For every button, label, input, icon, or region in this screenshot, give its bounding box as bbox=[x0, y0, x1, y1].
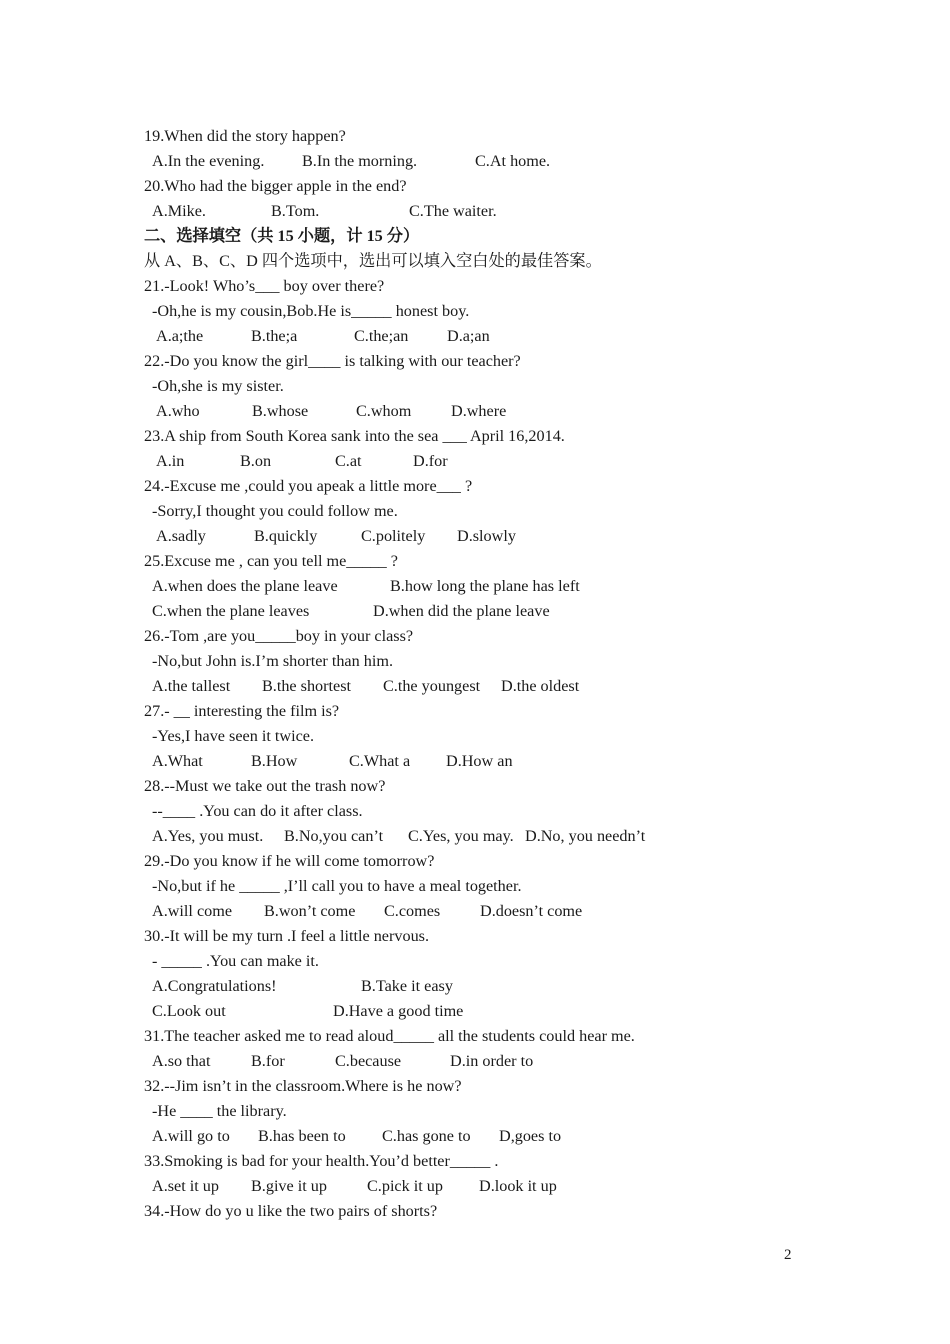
question-24: 24.-Excuse me ,could you apeak a little more___ ? bbox=[144, 477, 473, 495]
question-31: 31.The teacher asked me to read aloud_____ all the students could hear me. bbox=[144, 1027, 635, 1045]
option: D.where bbox=[451, 402, 507, 420]
option: A.who bbox=[156, 402, 200, 420]
question-20: 20.Who had the bigger apple in the end? bbox=[144, 177, 407, 195]
option: D.the oldest bbox=[501, 677, 580, 695]
option: A.In the evening. bbox=[152, 152, 265, 170]
question-28: 28.--Must we take out the trash now? bbox=[144, 777, 386, 795]
option: C.because bbox=[335, 1052, 402, 1070]
question-32: 32.--Jim isn’t in the classroom.Where is he now? bbox=[144, 1077, 462, 1095]
option: A.Congratulations! bbox=[152, 977, 277, 995]
option: D.look it up bbox=[479, 1177, 557, 1195]
option: D.Have a good time bbox=[333, 1002, 464, 1020]
option: C.when the plane leaves bbox=[152, 602, 310, 620]
option: A.will come bbox=[152, 902, 233, 920]
option: A.Yes, you must. bbox=[152, 827, 264, 845]
option: B.the;a bbox=[251, 327, 298, 345]
option: C.comes bbox=[384, 902, 441, 920]
question-24-reply: -Sorry,I thought you could follow me. bbox=[152, 502, 398, 520]
option: C.has gone to bbox=[382, 1127, 471, 1145]
option: B.on bbox=[240, 452, 272, 470]
option: C.At home. bbox=[475, 152, 551, 170]
option: A.in bbox=[156, 452, 185, 470]
question-29: 29.-Do you know if he will come tomorrow? bbox=[144, 852, 435, 870]
option: C.Yes, you may. bbox=[408, 827, 514, 845]
question-27-reply: -Yes,I have seen it twice. bbox=[152, 727, 314, 745]
option: A.will go to bbox=[152, 1127, 230, 1145]
option: C.politely bbox=[361, 527, 426, 545]
option: A.when does the plane leave bbox=[152, 577, 338, 595]
page-number: 2 bbox=[784, 1247, 792, 1263]
option: C.What a bbox=[349, 752, 411, 770]
option: C.whom bbox=[356, 402, 412, 420]
option: C.The waiter. bbox=[409, 202, 497, 220]
option: A.so that bbox=[152, 1052, 211, 1070]
option: C.the;an bbox=[354, 327, 409, 345]
question-21: 21.-Look! Who’s___ boy over there? bbox=[144, 277, 385, 295]
option: D.How an bbox=[446, 752, 513, 770]
question-28-reply: --____ .You can do it after class. bbox=[152, 802, 363, 820]
question-19: 19.When did the story happen? bbox=[144, 127, 346, 145]
question-32-reply: -He ____ the library. bbox=[152, 1102, 287, 1120]
section-instruction: 从 A、B、C、D 四个选项中，选出可以填入空白处的最佳答案。 bbox=[144, 252, 602, 270]
option: D.a;an bbox=[447, 327, 490, 345]
option: B.for bbox=[251, 1052, 285, 1070]
question-23: 23.A ship from South Korea sank into the sea ___ April 16,2014. bbox=[144, 427, 565, 445]
question-34: 34.-How do yo u like the two pairs of shorts? bbox=[144, 1202, 438, 1220]
option: D,goes to bbox=[499, 1127, 562, 1145]
question-22-reply: -Oh,she is my sister. bbox=[152, 377, 284, 395]
option: A.the tallest bbox=[152, 677, 231, 695]
question-29-reply: -No,but if he _____ ,I’ll call you to have a meal together. bbox=[152, 877, 522, 895]
option: D.doesn’t come bbox=[480, 902, 583, 920]
option: B.whose bbox=[252, 402, 309, 420]
question-26-reply: -No,but John is.I’m shorter than him. bbox=[152, 652, 393, 670]
option: B.No,you can’t bbox=[284, 827, 384, 845]
option: B.the shortest bbox=[262, 677, 352, 695]
option: B.In the morning. bbox=[302, 152, 418, 170]
question-21-reply: -Oh,he is my cousin,Bob.He is_____ honest boy. bbox=[152, 302, 470, 320]
option: B.give it up bbox=[251, 1177, 327, 1195]
question-25: 25.Excuse me , can you tell me_____ ? bbox=[144, 552, 398, 570]
option: B.has been to bbox=[258, 1127, 346, 1145]
option: A.What bbox=[152, 752, 203, 770]
option: A.sadly bbox=[156, 527, 206, 545]
option: A.Mike. bbox=[152, 202, 206, 220]
option: D.in order to bbox=[450, 1052, 534, 1070]
question-30: 30.-It will be my turn .I feel a little nervous. bbox=[144, 927, 430, 945]
question-26: 26.-Tom ,are you_____boy in your class? bbox=[144, 627, 414, 645]
option: D.slowly bbox=[457, 527, 516, 545]
option: A.a;the bbox=[156, 327, 204, 345]
option: D.No, you needn’t bbox=[525, 827, 646, 845]
option: D.when did the plane leave bbox=[373, 602, 550, 620]
option: C.Look out bbox=[152, 1002, 226, 1020]
option: B.quickly bbox=[254, 527, 318, 545]
question-22: 22.-Do you know the girl____ is talking with our teacher? bbox=[144, 352, 521, 370]
option: B.Tom. bbox=[271, 202, 320, 220]
section-heading: 二、选择填空（共 15 小题，计 15 分） bbox=[144, 227, 420, 245]
option: C.at bbox=[335, 452, 362, 470]
question-30-reply: - _____ .You can make it. bbox=[152, 952, 319, 970]
option: B.How bbox=[251, 752, 298, 770]
option: C.the youngest bbox=[383, 677, 481, 695]
option: A.set it up bbox=[152, 1177, 219, 1195]
question-27: 27.- __ interesting the film is? bbox=[144, 702, 340, 720]
option: C.pick it up bbox=[367, 1177, 443, 1195]
option: D.for bbox=[413, 452, 448, 470]
option: B.how long the plane has left bbox=[390, 577, 580, 595]
option: B.Take it easy bbox=[361, 977, 453, 995]
question-33: 33.Smoking is bad for your health.You’d better_____ . bbox=[144, 1152, 499, 1170]
option: B.won’t come bbox=[264, 902, 356, 920]
